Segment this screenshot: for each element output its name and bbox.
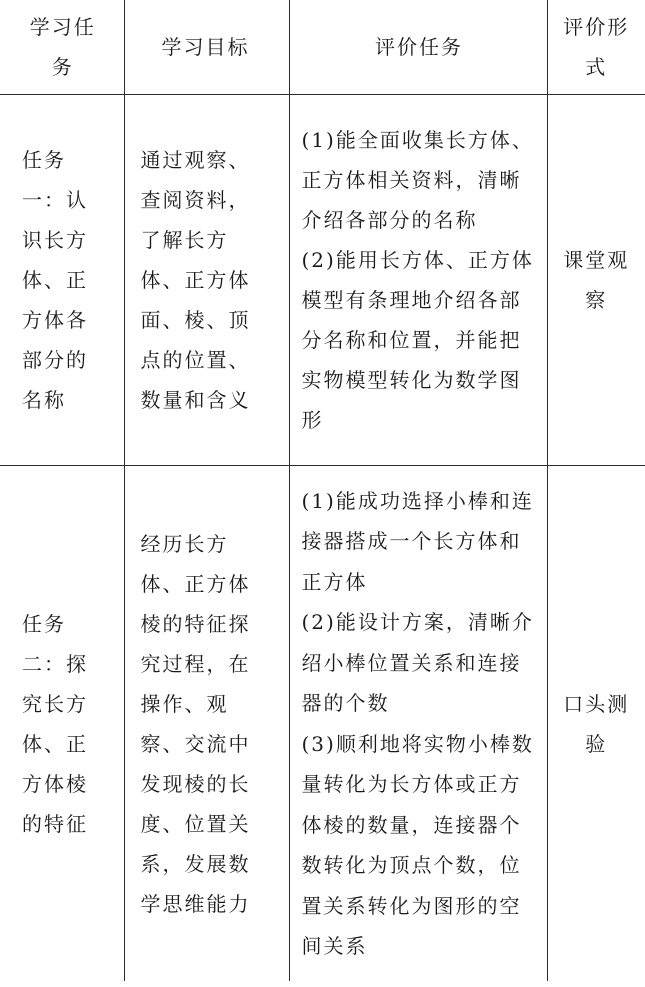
header-learning-goal [124,0,289,95]
row1-form-cell [547,95,645,466]
row2-evaluation-item-3: (3)顺利地将实物小棒数量转化为长方体或正方体棱的数量，连接器个数转化为顶点个数，位置关系转化为图形的空间关系 [301,731,534,958]
row2-form-cell [547,466,645,982]
row2-goal-cell [124,466,289,982]
row1-evaluation-item-2: (2)能用长方体、正方体模型有条理地介绍各部分名称和位置，并能把实物模型转化为数学图形 [301,248,534,432]
row2-task-cell [0,466,124,982]
header-evaluation-form-label: 评价形式 [563,15,630,79]
row2-task-text: 任务二：探究长方体、正方体棱的特征 [22,611,88,836]
row2-goal-text: 经历长方体、正方体棱的特征探究过程，在操作、观察、交流中发现棱的长度、位置关系，发展数学思维能力 [140,531,251,916]
row2-evaluation-item-1: (1)能成功选择小棒和连接器搭成一个长方体和正方体 [301,488,534,594]
header-evaluation-task-label: 评价任务 [375,34,463,59]
row1-goal-text: 通过观察、查阅资料，了解长方体、正方体面、棱、顶点的位置、数量和含义 [140,148,251,412]
header-learning-task-label: 学习任务 [29,15,96,79]
row1-evaluation-item-1: (1)能全面收集长方体、正方体相关资料，清晰介绍各部分的名称 [301,128,534,232]
table-header-row [0,0,645,95]
row1-task-cell [0,95,124,466]
row2-evaluation-item-2: (2)能设计方案，清晰介绍小棒位置关系和连接器的个数 [301,610,534,715]
header-learning-task [0,0,124,95]
row2-form-text: 口头测验 [563,691,630,756]
table-row [0,95,645,466]
header-learning-goal-label: 学习目标 [161,35,250,59]
row1-evaluation-cell [289,95,547,466]
table-row [0,466,645,982]
row1-form-text: 课堂观察 [563,248,630,312]
header-evaluation-form [547,0,645,95]
row1-task-text: 任务一：认识长方体、正方体各部分的名称 [22,148,88,412]
row2-evaluation-cell [289,466,547,982]
header-evaluation-task [289,0,547,95]
row1-goal-cell [124,95,289,466]
